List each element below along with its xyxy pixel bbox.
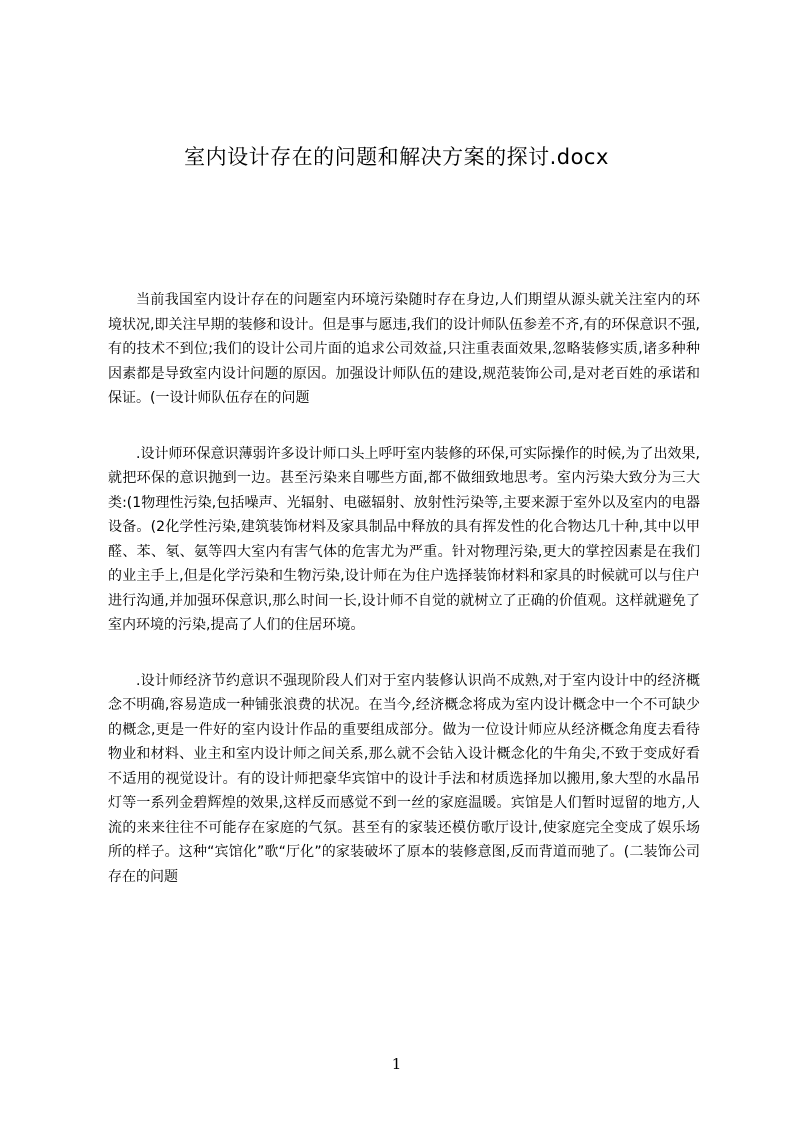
- page-number: 1: [391, 1055, 402, 1073]
- document-body: [108, 288, 700, 889]
- paragraph-economic-awareness: .设计师经济节约意识不强现阶段人们对于室内装修认识尚不成熟,对于室内设计中的经济概念不明确,容易造成一种铺张浪费的状况。在当今,经济概念将成为室内设计概念中一个不可缺少的概念,更是一件好的室内设计作品的重要组成部分。做为一位设计师应从经济概念角度去看待物业和材料、业主和室内设计师之间关系,那么就不会钻入设计概念化的牛角尖,不致于变成好看不适用的视觉设计。有的设计师把豪华宾馆中的设计手法和材质选择加以搬用,象大型的水晶吊灯等一系列金碧辉煌的效果,这样反而感觉不到一丝的家庭温暖。宾馆是人们暂时逗留的地方,人流的来来往往不可能存在家庭的气氛。甚至有的家装还模仿歌厅设计,使家庭完全变成了娱乐场所的样子。这种“宾馆化”歌“厅化”的家装破坏了原本的装修意图,反而背道而驰了。(二装饰公司存在的问题: [108, 672, 700, 885]
- paragraph-environmental-awareness: .设计师环保意识薄弱许多设计师口头上呼吁室内装修的环保,可实际操作的时候,为了出效果,就把环保的意识抛到一边。甚至污染来自哪些方面,都不做细致地思考。室内污染大致分为三大类:(1物理性污染,包括噪声、光辐射、电磁辐射、放射性污染等,主要来源于室外以及室内的电器设备。(2化学性污染,建筑装饰材料及家具制品中释放的具有挥发性的化合物达几十种,其中以甲醛、苯、氡、氨等四大室内有害气体的危害尤为严重。针对物理污染,更大的掌控因素是在我们的业主手上,但是化学污染和生物污染,设计师在为住户选择装饰材料和家具的时候就可以与住户进行沟通,并加强环保意识,那么时间一长,设计师不自觉的就树立了正确的价值观。这样就避免了室内环境的污染,提高了人们的住居环境。: [108, 445, 700, 633]
- paragraph-intro: 当前我国室内设计存在的问题室内环境污染随时存在身边,人们期望从源头就关注室内的环境状况,即关注早期的装修和设计。但是事与愿违,我们的设计师队伍参差不齐,有的环保意识不强,有的技术不到位;我们的设计公司片面的追求公司效益,只注重表面效果,忽略装修实质,诸多种种因素都是导致室内设计问题的原因。加强设计师队伍的建设,规范装饰公司,是对老百姓的承诺和保证。(一设计师队伍存在的问题: [108, 292, 700, 406]
- document-title: 室内设计存在的问题和解决方案的探讨.docx: [184, 145, 609, 169]
